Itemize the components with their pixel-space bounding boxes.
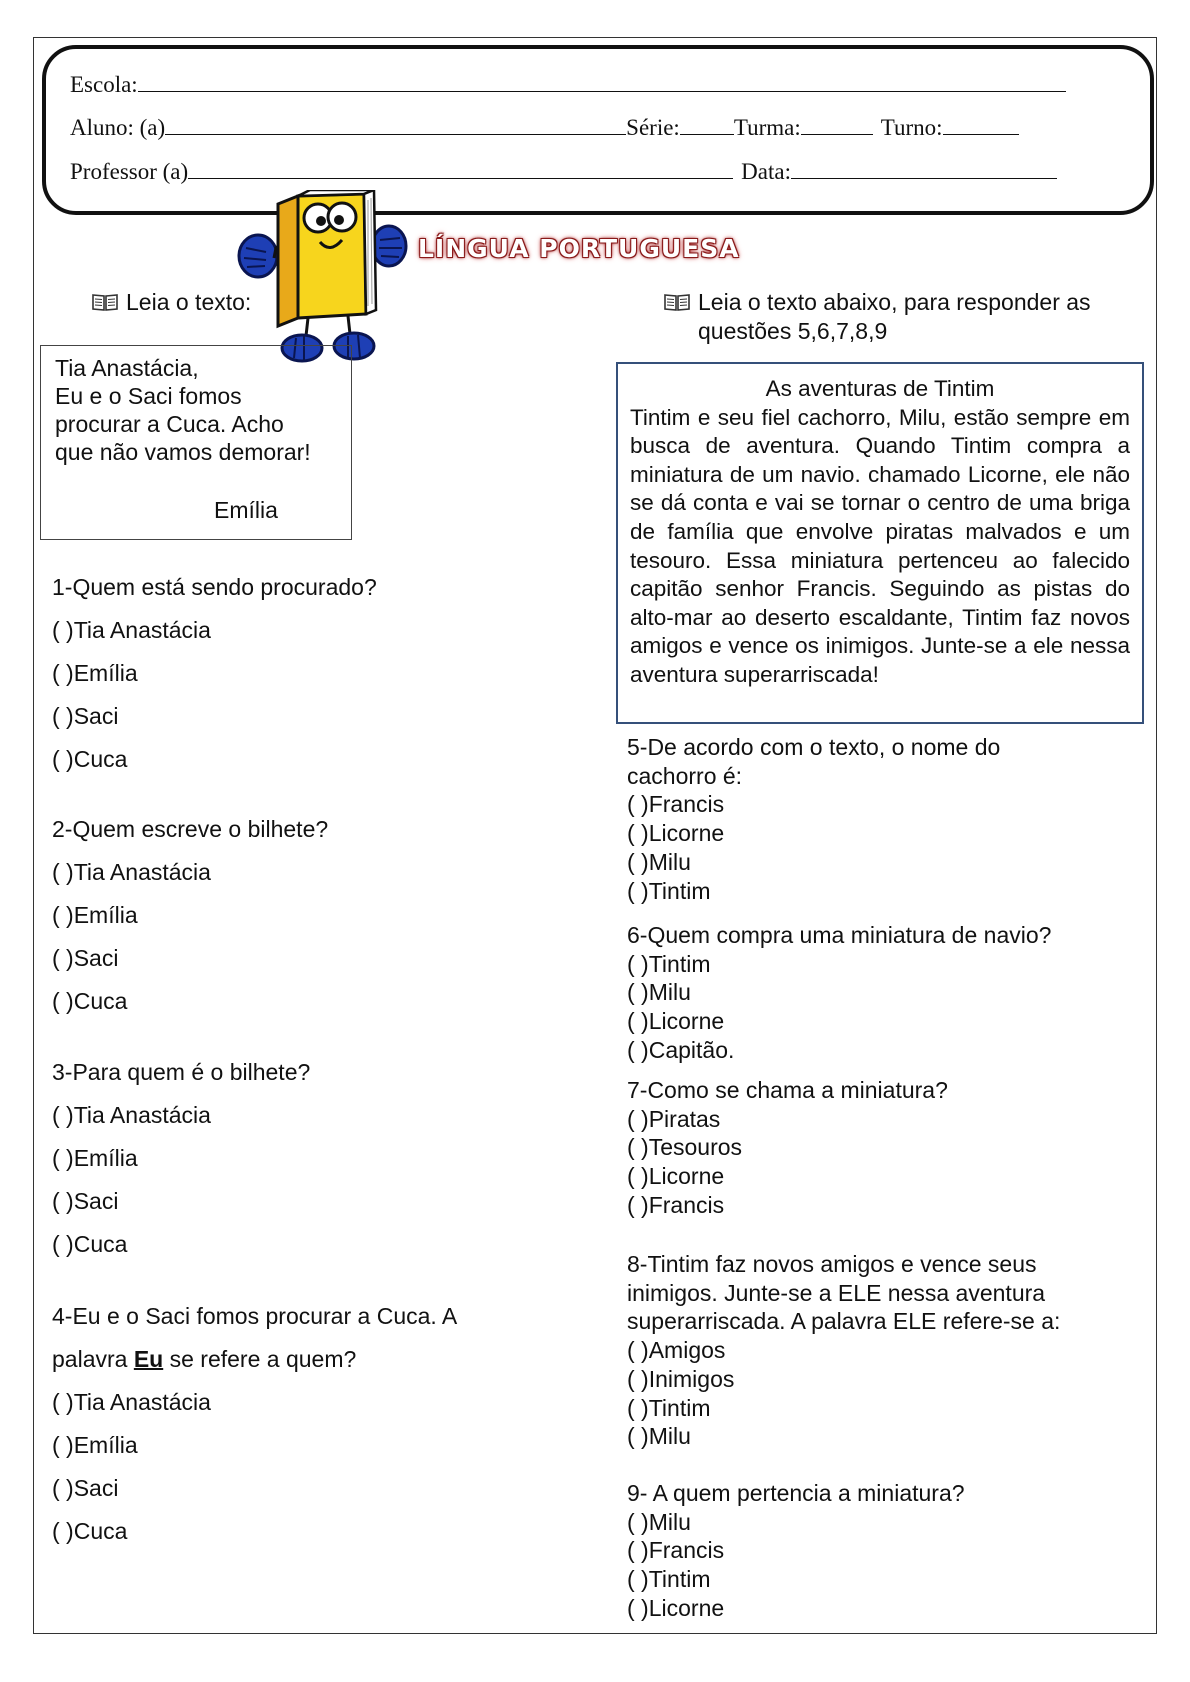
option-label: Tintim xyxy=(648,1394,711,1421)
highlighted-word: Eu xyxy=(133,1346,164,1372)
question-7 xyxy=(627,1076,948,1220)
right-hand-icon xyxy=(372,226,406,266)
option-label: Francis xyxy=(648,1191,725,1218)
option-marker[interactable]: ( ) xyxy=(52,1475,74,1501)
option-marker[interactable]: ( ) xyxy=(627,1423,649,1450)
question-text: 7-Como se chama a miniatura? xyxy=(627,1077,948,1103)
answer-option[interactable] xyxy=(52,1424,457,1467)
question-1 xyxy=(52,566,377,781)
option-label: Tia Anastácia xyxy=(73,859,211,885)
option-label: Francis xyxy=(648,1537,725,1564)
left-hand-icon xyxy=(239,235,277,277)
option-label: Emília xyxy=(73,1432,138,1458)
answer-option[interactable] xyxy=(52,937,328,980)
answer-option[interactable] xyxy=(52,1094,310,1137)
note-signature: Emília xyxy=(214,497,278,523)
option-label: Cuca xyxy=(73,1231,128,1257)
answer-option[interactable] xyxy=(52,695,377,738)
option-label: Licorne xyxy=(648,1594,725,1621)
answer-option[interactable] xyxy=(627,819,1000,848)
option-label: Emília xyxy=(73,1145,138,1171)
answer-option[interactable] xyxy=(627,1191,948,1220)
option-marker[interactable]: ( ) xyxy=(52,1188,74,1214)
option-label: Tesouros xyxy=(648,1134,743,1161)
option-marker[interactable]: ( ) xyxy=(627,1337,649,1364)
question-3 xyxy=(52,1051,310,1266)
answer-option[interactable] xyxy=(627,877,1000,906)
option-marker[interactable]: ( ) xyxy=(52,988,74,1014)
header-form xyxy=(42,45,1154,215)
answer-option[interactable] xyxy=(52,1467,457,1510)
question-text: 3-Para quem é o bilhete? xyxy=(52,1059,311,1085)
option-label: Licorne xyxy=(648,820,725,847)
grade-label: Série: xyxy=(626,115,680,140)
answer-option[interactable] xyxy=(627,1565,965,1594)
date-label: Data: xyxy=(741,159,791,184)
left-instruction xyxy=(92,288,251,317)
answer-option[interactable] xyxy=(627,1162,948,1191)
option-marker[interactable]: ( ) xyxy=(52,617,74,643)
date-field[interactable] xyxy=(791,156,1057,179)
option-marker[interactable]: ( ) xyxy=(627,1594,649,1621)
option-label: Saci xyxy=(73,1475,119,1501)
answer-option[interactable] xyxy=(627,1105,948,1134)
note-line: que não vamos demorar! xyxy=(55,439,311,465)
question-4 xyxy=(52,1295,457,1553)
option-marker[interactable]: ( ) xyxy=(52,1231,74,1257)
open-book-icon xyxy=(664,293,690,311)
question-text: 6-Quem compra uma miniatura de navio? xyxy=(627,922,1052,948)
option-marker[interactable]: ( ) xyxy=(627,1566,649,1593)
option-marker[interactable]: ( ) xyxy=(627,1105,649,1132)
option-label: Milu xyxy=(648,979,691,1006)
option-marker[interactable]: ( ) xyxy=(52,859,74,885)
answer-option[interactable] xyxy=(52,1223,310,1266)
answer-option[interactable] xyxy=(52,1381,457,1424)
right-instruction-line1: Leia o texto abaixo, para responder as xyxy=(698,289,1091,315)
option-label: Tintim xyxy=(648,950,711,977)
option-marker[interactable]: ( ) xyxy=(627,1163,649,1190)
answer-option[interactable] xyxy=(52,1137,310,1180)
story-body: Tintim e seu fiel cachorro, Milu, estão sempre em busca de aventura. Quando Tintim compra a miniatura de um navio. chamado Licorne, ele não se dá conta e vai se tornar o centro de uma briga de família que envolve piratas malvados e um tesouro. Essa miniatura pertenceu ao falecido capitão senhor Francis. Seguindo as pistas do alto-mar ao deserto escaldante, Tintim faz novos amigos e vence os inimigos. Junte-se a ele nessa aventura superarriscada! xyxy=(630,404,1130,687)
option-marker[interactable]: ( ) xyxy=(52,1432,74,1458)
question-text-part: se refere a quem? xyxy=(163,1346,357,1372)
option-label: Milu xyxy=(648,848,691,875)
answer-option[interactable] xyxy=(627,1422,1060,1451)
option-marker[interactable]: ( ) xyxy=(627,877,649,904)
question-8 xyxy=(627,1250,1060,1451)
answer-option[interactable] xyxy=(627,848,1000,877)
left-instruction-text: Leia o texto: xyxy=(126,289,252,315)
open-book-icon xyxy=(92,293,118,311)
answer-option[interactable] xyxy=(52,980,328,1023)
question-text: 4-Eu e o Saci fomos procurar a Cuca. A xyxy=(52,1303,458,1329)
note-box xyxy=(40,345,352,540)
option-label: Tia Anastácia xyxy=(73,1102,211,1128)
option-marker[interactable]: ( ) xyxy=(627,979,649,1006)
option-label: Saci xyxy=(73,1188,119,1214)
question-9 xyxy=(627,1479,965,1623)
question-2 xyxy=(52,808,328,1023)
option-marker[interactable]: ( ) xyxy=(52,1518,74,1544)
answer-option[interactable] xyxy=(627,1133,948,1162)
answer-option[interactable] xyxy=(627,1036,1051,1065)
option-marker[interactable]: ( ) xyxy=(627,950,649,977)
option-label: Francis xyxy=(648,791,725,818)
option-label: Emília xyxy=(73,660,138,686)
option-marker[interactable]: ( ) xyxy=(627,820,649,847)
option-marker[interactable]: ( ) xyxy=(52,1102,74,1128)
answer-option[interactable] xyxy=(627,1007,1051,1036)
option-marker[interactable]: ( ) xyxy=(52,660,74,686)
answer-option[interactable] xyxy=(627,978,1051,1007)
question-text-part: palavra xyxy=(52,1346,134,1372)
answer-option[interactable] xyxy=(627,790,1000,819)
story-box xyxy=(616,362,1144,724)
question-text: superarriscada. A palavra ELE refere-se a: xyxy=(627,1308,1061,1335)
answer-option[interactable] xyxy=(52,652,377,695)
option-label: Cuca xyxy=(73,1518,128,1544)
option-marker[interactable]: ( ) xyxy=(52,902,74,928)
option-label: Licorne xyxy=(648,1163,725,1190)
class-field[interactable] xyxy=(801,112,873,135)
option-marker[interactable]: ( ) xyxy=(627,791,649,818)
option-label: Capitão. xyxy=(648,1036,735,1063)
question-text: 9- A quem pertencia a miniatura? xyxy=(627,1480,965,1506)
school-label: Escola: xyxy=(70,72,138,97)
option-marker[interactable]: ( ) xyxy=(52,945,74,971)
option-label: Inimigos xyxy=(648,1365,735,1392)
option-marker[interactable]: ( ) xyxy=(627,1036,649,1063)
answer-option[interactable] xyxy=(52,738,377,781)
option-marker[interactable]: ( ) xyxy=(52,1389,74,1415)
question-text: 8-Tintim faz novos amigos e vence seus xyxy=(627,1251,1037,1277)
teacher-label: Professor (a) xyxy=(70,159,189,184)
answer-option[interactable] xyxy=(627,1508,965,1537)
question-text: 2-Quem escreve o bilhete? xyxy=(52,816,329,842)
class-label: Turma: xyxy=(733,115,801,140)
answer-option[interactable] xyxy=(627,1594,965,1623)
option-marker[interactable]: ( ) xyxy=(627,1394,649,1421)
option-label: Licorne xyxy=(648,1008,725,1035)
option-label: Tia Anastácia xyxy=(73,1389,211,1415)
question-5 xyxy=(627,733,1000,905)
option-label: Saci xyxy=(73,945,119,971)
subject-title: LÍNGUA PORTUGUESA xyxy=(418,234,740,263)
student-field[interactable] xyxy=(165,112,626,135)
option-marker[interactable]: ( ) xyxy=(52,1145,74,1171)
answer-option[interactable] xyxy=(52,894,328,937)
question-text: 5-De acordo com o texto, o nome do xyxy=(627,734,1001,760)
story-title: As aventuras de Tintim xyxy=(765,376,995,401)
shift-label: Turno: xyxy=(880,115,943,140)
student-label: Aluno: (a) xyxy=(70,115,166,140)
option-label: Amigos xyxy=(648,1337,726,1364)
option-marker[interactable]: ( ) xyxy=(627,1191,649,1218)
answer-option[interactable] xyxy=(52,851,328,894)
grade-field[interactable] xyxy=(680,112,734,135)
option-label: Cuca xyxy=(73,746,128,772)
option-label: Milu xyxy=(648,1508,691,1535)
option-marker[interactable]: ( ) xyxy=(627,1537,649,1564)
question-text: inimigos. Junte-se a ELE nessa aventura xyxy=(627,1279,1046,1306)
book-mascot-icon xyxy=(236,190,416,368)
option-label: Tia Anastácia xyxy=(73,617,211,643)
shift-field[interactable] xyxy=(943,112,1019,135)
answer-option[interactable] xyxy=(627,1536,965,1565)
option-label: Tintim xyxy=(648,877,711,904)
option-marker[interactable]: ( ) xyxy=(627,1134,649,1161)
option-marker[interactable]: ( ) xyxy=(627,1008,649,1035)
option-label: Milu xyxy=(648,1423,691,1450)
option-marker[interactable]: ( ) xyxy=(52,703,74,729)
answer-option[interactable] xyxy=(627,950,1051,979)
option-marker[interactable]: ( ) xyxy=(627,1508,649,1535)
right-instruction-line2: questões 5,6,7,8,9 xyxy=(698,318,888,344)
question-text-line2 xyxy=(52,1338,457,1381)
option-label: Saci xyxy=(73,703,119,729)
question-text: cachorro é: xyxy=(627,762,743,789)
note-line: procurar a Cuca. Acho xyxy=(55,411,284,437)
answer-option[interactable] xyxy=(52,609,377,652)
school-field[interactable] xyxy=(138,69,1066,92)
option-marker[interactable]: ( ) xyxy=(627,848,649,875)
answer-option[interactable] xyxy=(627,1336,1060,1365)
answer-option[interactable] xyxy=(627,1365,1060,1394)
option-label: Emília xyxy=(73,902,138,928)
note-line: Tia Anastácia, xyxy=(55,355,199,381)
teacher-field[interactable] xyxy=(188,156,733,179)
question-text: 1-Quem está sendo procurado? xyxy=(52,574,377,600)
option-label: Tintim xyxy=(648,1566,711,1593)
option-label: Piratas xyxy=(648,1105,721,1132)
option-marker[interactable]: ( ) xyxy=(52,746,74,772)
question-6 xyxy=(627,921,1051,1065)
option-marker[interactable]: ( ) xyxy=(627,1365,649,1392)
answer-option[interactable] xyxy=(52,1180,310,1223)
answer-option[interactable] xyxy=(52,1510,457,1553)
right-instruction xyxy=(664,288,1091,346)
option-label: Cuca xyxy=(73,988,128,1014)
answer-option[interactable] xyxy=(627,1394,1060,1423)
note-line: Eu e o Saci fomos xyxy=(55,383,242,409)
